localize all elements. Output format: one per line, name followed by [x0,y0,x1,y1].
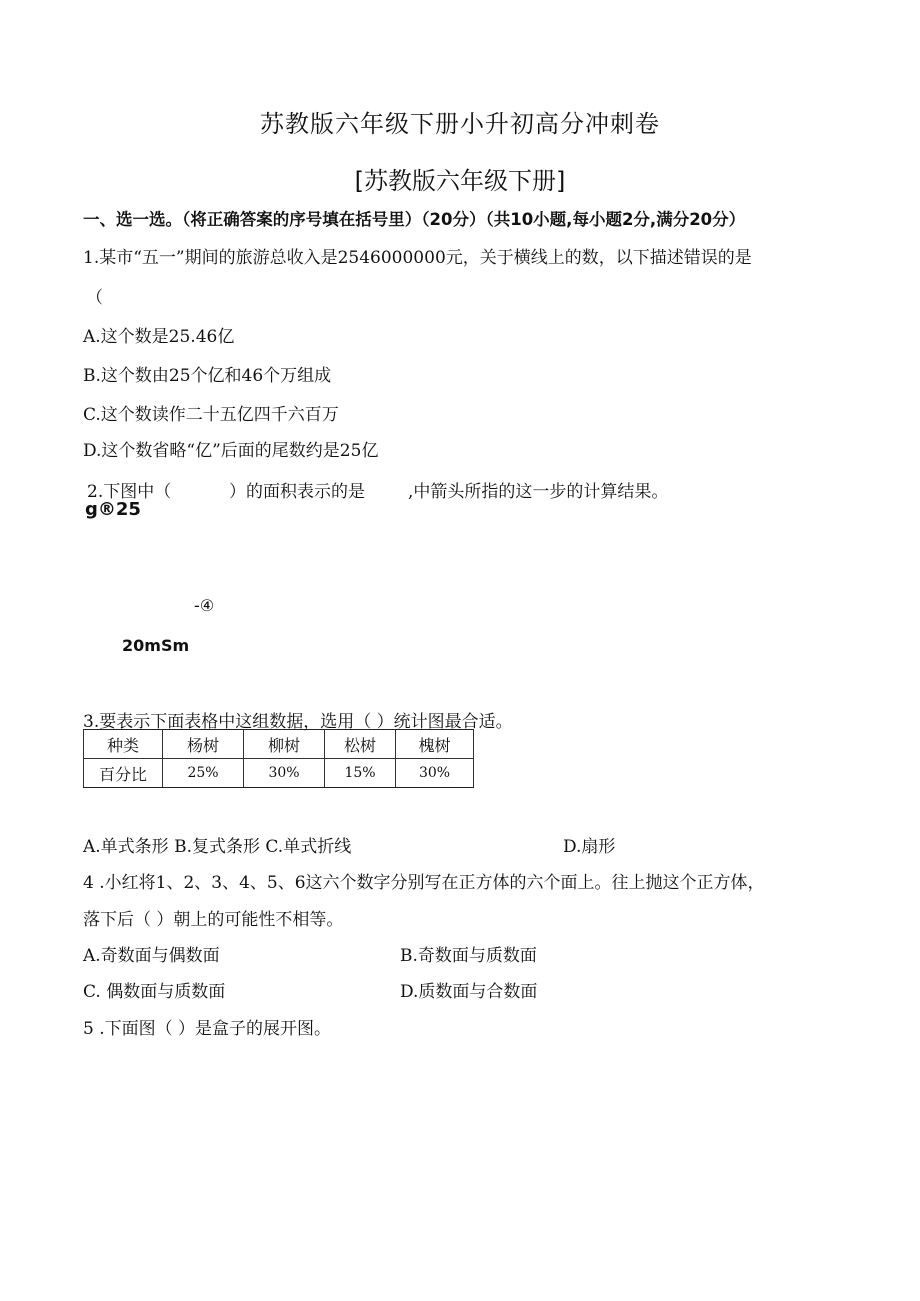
page-subtitle: [苏教版六年级下册] [354,167,566,195]
question-1-paren: （ [86,288,103,308]
species-percentage-table [83,729,474,788]
question-4-option-d: D.质数面与合数面 [400,982,538,1002]
question-1-option-c: C.这个数读作二十五亿四千六百万 [83,405,339,425]
question-2-stem-part-2: ）的面积表示的是 [229,482,365,502]
table-header-row [84,730,474,759]
question-4-option-a: A.奇数面与偶数面 [83,946,220,966]
question-5-stem: 5 .下面图（ ）是盒子的展开图。 [83,1019,332,1039]
table-header-cell: 槐树 [396,730,474,759]
question-1-stem: 1.某市“五一”期间的旅游总收入是2546000000元，关于横线上的数，以下描述错误的是 [83,248,752,268]
table-row [84,759,474,788]
table-cell: 30% [396,759,474,788]
table-header-cell: 柳树 [244,730,325,759]
table-cell: 百分比 [84,759,163,788]
question-4-option-c: C. 偶数面与质数面 [83,982,226,1002]
figure-label-top: g®25 [85,499,141,520]
table-header-cell: 种类 [84,730,163,759]
question-3-options-abc: A.单式条形 B.复式条形 C.单式折线 [83,837,352,857]
question-4-stem-line-2: 落下后（ ）朝上的可能性不相等。 [83,910,344,930]
table-cell: 30% [244,759,325,788]
question-4-stem-line-1: 4 .小红将1、2、3、4、5、6这六个数字分别写在正方体的六个面上。往上抛这个正方体， [83,873,765,893]
page-title: 苏教版六年级下册小升初高分冲刺卷 [260,110,660,138]
question-1-option-d: D.这个数省略“亿”后面的尾数约是25亿 [83,441,379,461]
figure-label-arrow: -④ [194,596,215,615]
question-2-stem-part-3: ,中箭头所指的这一步的计算结果。 [408,482,669,502]
figure-label-bottom: 20mSm [122,636,190,655]
question-2-stem-part-1: 2.下图中（ [87,482,172,502]
question-3-stem: 3.要表示下面表格中这组数据，选用（ ）统计图最合适。 [83,712,513,732]
question-4-option-b: B.奇数面与质数面 [400,946,537,966]
section-heading: 一、选一选。（将正确答案的序号填在括号里）（20分）（共10小题,每小题2分,满分20分） [83,210,746,229]
question-1-option-a: A.这个数是25.46亿 [83,327,235,347]
table-cell: 15% [325,759,396,788]
table-header-cell: 松树 [325,730,396,759]
table-cell: 25% [163,759,244,788]
question-3-option-d: D.扇形 [563,837,616,857]
table-header-cell: 杨树 [163,730,244,759]
question-1-option-b: B.这个数由25个亿和46个万组成 [83,366,332,386]
